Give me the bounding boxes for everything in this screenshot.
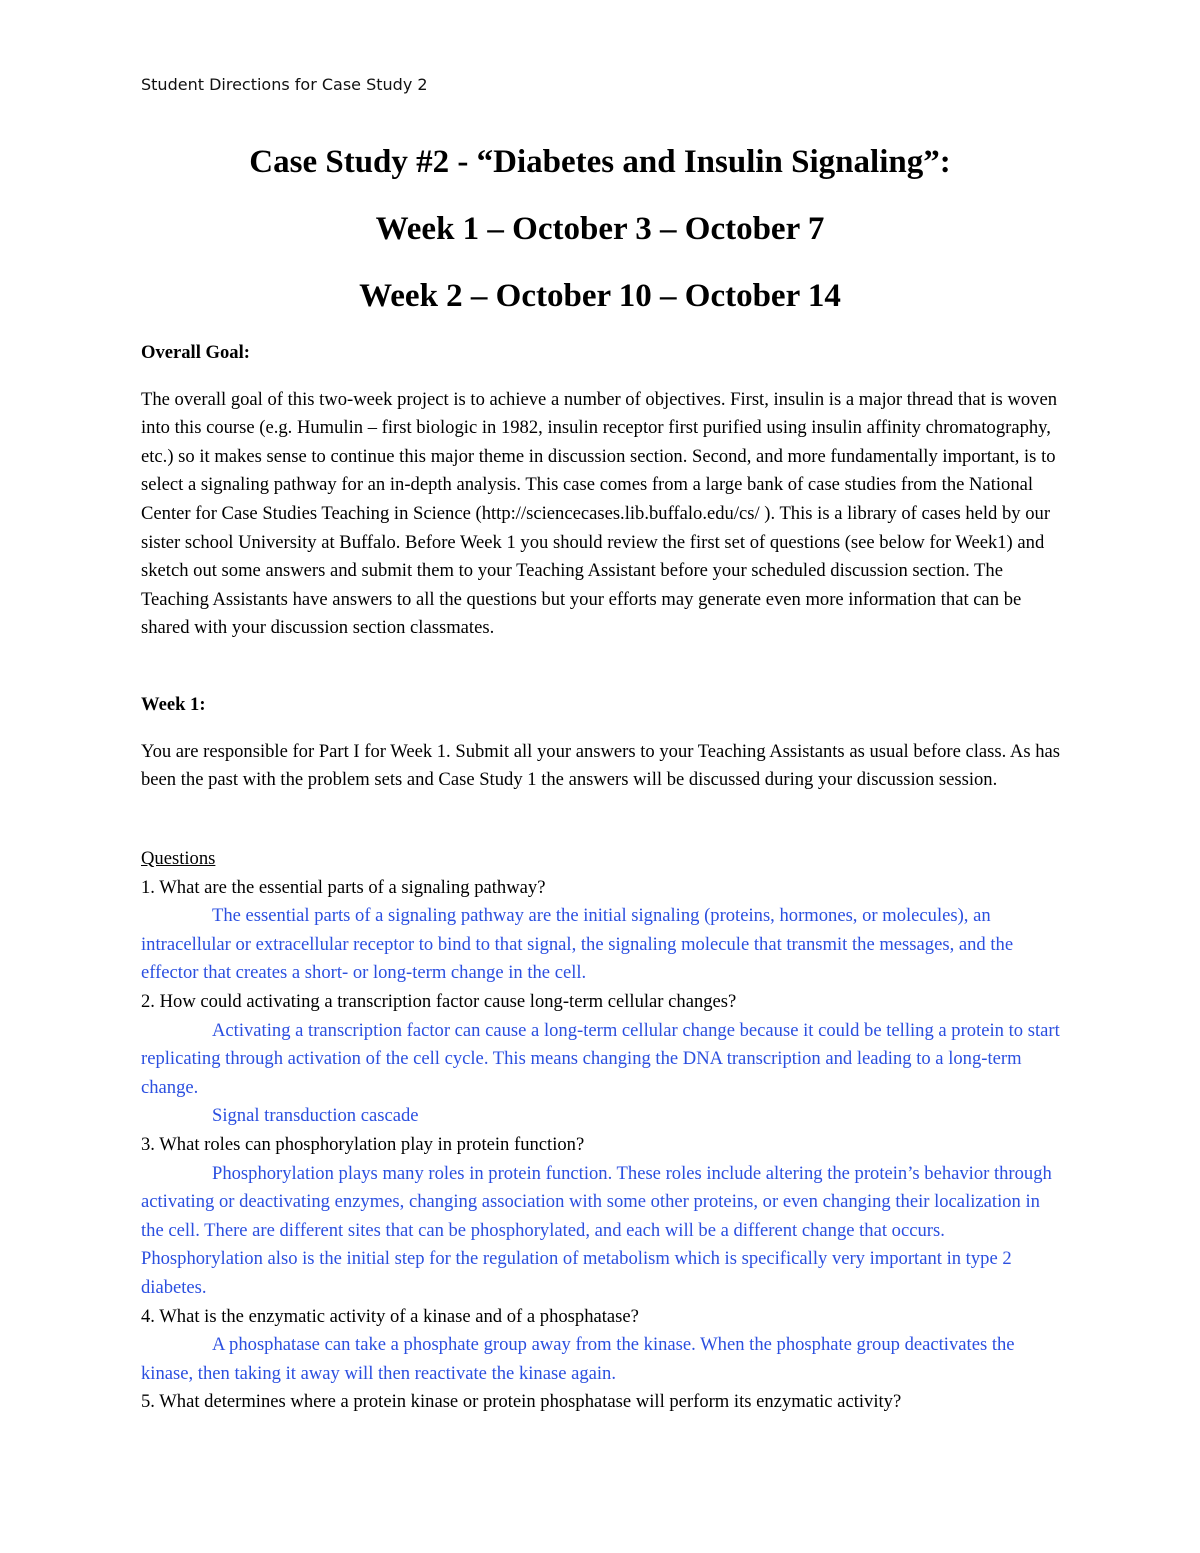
answer-3-text: Phosphorylation plays many roles in protein function. These roles include altering the protein’s behavior through activating or deactivating enzymes, changing association with some other proteins, or even changing their localization in the cell. There are different sites that can be phosphorylated, and each will be a different change that occurs. Phosphorylation also is the initial step for the regulation of metabolism which is specifically very important in type 2 diabetes. bbox=[141, 1162, 1052, 1298]
overall-goal-section bbox=[141, 339, 1061, 643]
answer-1 bbox=[141, 902, 1061, 988]
week1-section bbox=[141, 691, 1061, 795]
questions-section bbox=[141, 845, 1061, 1417]
question-1: 1. What are the essential parts of a signaling pathway? bbox=[141, 876, 546, 898]
running-header: Student Directions for Case Study 2 bbox=[141, 75, 428, 94]
question-5: 5. What determines where a protein kinase or protein phosphatase will perform its enzymatic activity? bbox=[141, 1391, 902, 1413]
question-2: 2. How could activating a transcription factor cause long-term cellular changes? bbox=[141, 990, 737, 1012]
document-title: Case Study #2 - “Diabetes and Insulin Signaling”: bbox=[249, 144, 951, 180]
overall-goal-text: The overall goal of this two-week project is to achieve a number of objectives. First, insulin is a major thread that is woven into this course (e.g. Humulin – first biologic in 1982, insulin receptor first purified using insulin affinity chromatography, etc.) so it makes sense to continue this major theme in discussion section. Second, and more fundamentally important, is to select a signaling pathway for an in-depth analysis. This case comes from a large bank of case studies from the National Center for Case Studies Teaching in Science (http://sciencecases.lib.buffalo.edu/cs/ ). This is a library of cases held by our sister school University at Buffalo. Before Week 1 you should review the first set of questions (see below for Week1) and sketch out some answers and submit them to your Teaching Assistant before your scheduled discussion section. The Teaching Assistants have answers to all the questions but your efforts may generate even more information that can be shared with your discussion section classmates. bbox=[141, 388, 1058, 639]
answer-1-text: The essential parts of a signaling pathway are the initial signaling (proteins, hormones, or molecules), an intracellular or extracellular receptor to bind to that signal, the signaling molecule that transmit the messages, and the effector that creates a short- or long-term change in the cell. bbox=[141, 905, 1014, 984]
answer-2 bbox=[141, 1017, 1061, 1103]
week1-text: You are responsible for Part I for Week 1. Submit all your answers to your Teaching Assistants as usual before class. As has been the past with the problem sets and Case Study 1 the answers will be discussed during your discussion session. bbox=[141, 740, 1060, 791]
question-3: 3. What roles can phosphorylation play in protein function? bbox=[141, 1133, 585, 1155]
answer-2-text: Activating a transcription factor can cause a long-term cellular change because it could be telling a protein to start replicating through activation of the cell cycle. This means changing the DNA transcription and leading to a long-term change. bbox=[141, 1019, 1060, 1098]
overall-goal-heading: Overall Goal: bbox=[141, 342, 250, 363]
answer-4-text: A phosphatase can take a phosphate group away from the kinase. When the phosphate group deactivates the kinase, then taking it away will then reactivate the kinase again. bbox=[141, 1334, 1015, 1384]
week1-heading: Week 1: bbox=[141, 694, 206, 715]
week2-dates-title: Week 2 – October 10 – October 14 bbox=[359, 278, 841, 314]
answer-3 bbox=[141, 1160, 1061, 1303]
answer-2-note: Signal transduction cascade bbox=[212, 1105, 419, 1127]
answer-4 bbox=[141, 1331, 1061, 1388]
question-4: 4. What is the enzymatic activity of a kinase and of a phosphatase? bbox=[141, 1305, 639, 1327]
week1-dates-title: Week 1 – October 3 – October 7 bbox=[375, 211, 825, 247]
questions-heading: Questions bbox=[141, 848, 216, 869]
